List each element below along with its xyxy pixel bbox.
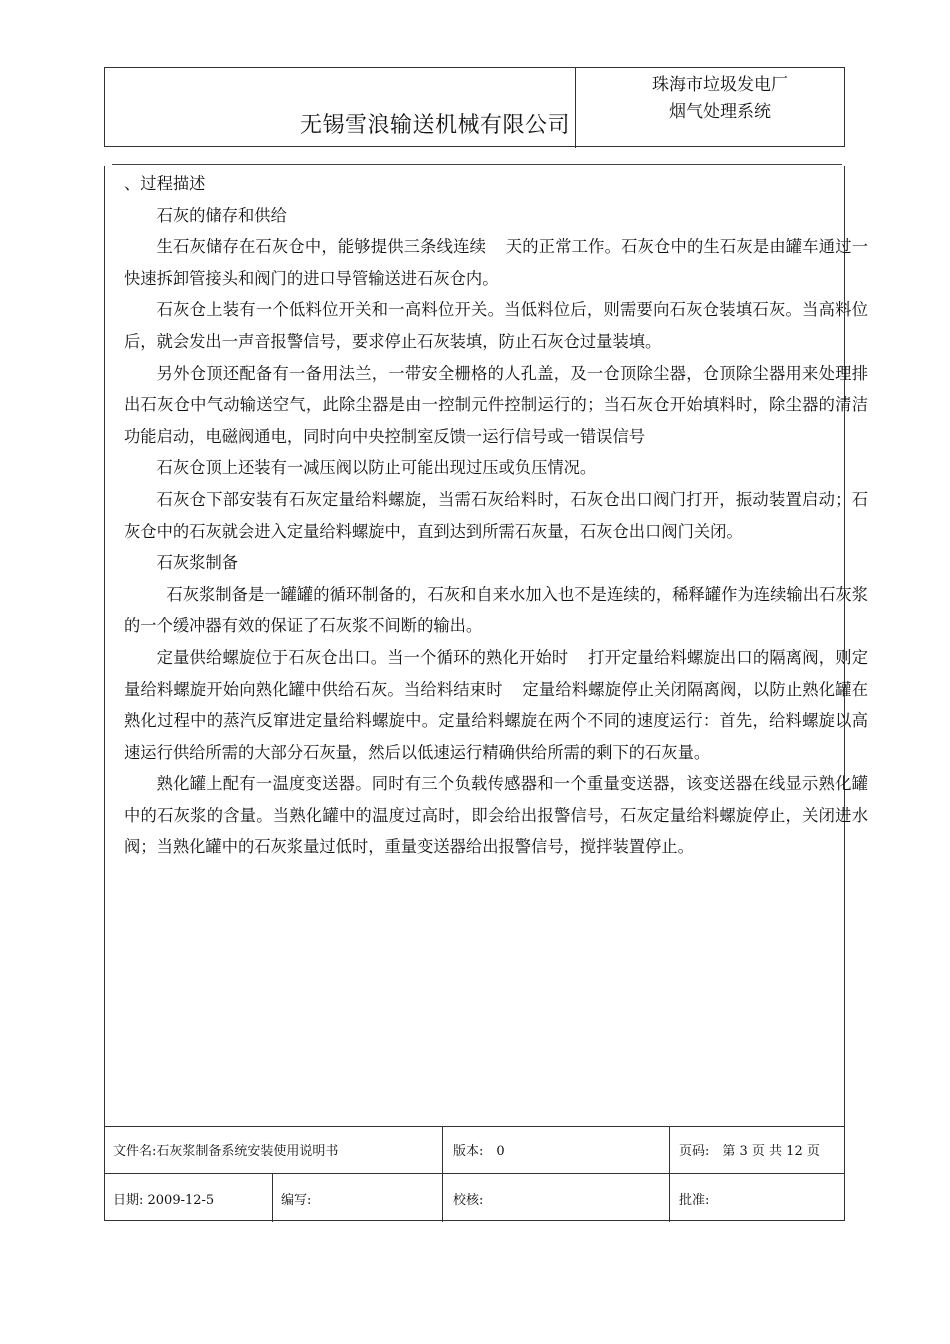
footer-col-divider [442,1127,443,1222]
paragraph-1-part-a: 生石灰储存在石灰仓中，能够提供三条线连续 [156,237,487,257]
client-block [620,72,820,126]
subheading-lime-storage: 石灰的储存和供给 [156,205,287,225]
paragraph-1-part-b: 天的正常工作。石灰仓中的生石灰是由罐车通过一快速拆卸管接头和阀门的进口导管输送进石灰仓内。 [124,237,868,288]
paragraph-2: 石灰仓上装有一个低料位开关和一高料位开关。当低料位后，则需要向石灰仓装填石灰。当高料位后，就会发出一声音报警信号，要求停止石灰装填，防止石灰仓过量装填。 [124,300,868,351]
content-frame [104,166,868,1126]
body-text [124,168,868,863]
paragraph-3: 另外仓顶还配备有一备用法兰，一带安全栅格的人孔盖，及一仓顶除尘器，仓顶除尘器用来处理排出石灰仓中气动输送空气，此除尘器是由一控制元件控制运行的；当石灰仓开始填料时，除尘器的清洁功能启动，电磁阀通电，同时向中央控制室反馈一运行信号或一错误信号 [124,363,868,446]
footer-author: 编写: [281,1193,312,1208]
paragraph-7-part-c: 定量给料螺旋停止关闭隔离阀，以防止熟化罐在熟化过程中的蒸汽反窜进定量给料螺旋中。定量给料螺旋在两个不同的速度运行：首先，给料螺旋以高速运行供给所需的大部分石灰量，然后以低速运行精确供给所需的剩下的石灰量。 [124,679,868,762]
paragraph-7-part-a: 定量供给螺旋位于石灰仓出口。当一个循环的熟化开始时 [156,647,569,667]
client-name: 珠海市垃圾发电厂 [652,75,788,95]
section-heading: 、过程描述 [124,174,206,193]
header-rule [112,164,842,165]
footer-row-divider [105,1173,844,1174]
system-name: 烟气处理系统 [669,102,771,122]
document-footer [104,1126,845,1221]
paragraph-1 [124,231,868,294]
header-divider [575,68,576,148]
footer-version: 版本: 0 [453,1144,505,1159]
footer-filename: 文件名:石灰浆制备系统安装使用说明书 [113,1144,339,1159]
footer-col-divider [272,1173,273,1222]
footer-page-number: 页码: 第 3 页 共 12 页 [679,1144,820,1159]
paragraph-6: 石灰浆制备是一罐罐的循环制备的，石灰和自来水加入也不是连续的，稀释罐作为连续输出石灰浆的一个缓冲器有效的保证了石灰浆不间断的输出。 [124,584,868,636]
footer-date: 日期: 2009-12-5 [113,1193,215,1208]
paragraph-8: 熟化罐上配有一温度变送器。同时有三个负载传感器和一个重量变送器，该变送器在线显示熟化罐中的石灰浆的含量。当熟化罐中的温度过高时，即会给出报警信号，石灰定量给料螺旋停止，关闭进水阀；当熟化罐中的石灰浆量过低时，重量变送器给出报警信号，搅拌装置停止。 [124,774,868,857]
company-name: 无锡雪浪输送机械有限公司 [300,113,571,138]
footer-approver: 批准: [679,1193,710,1208]
document-header [104,67,845,147]
footer-col-divider [669,1127,670,1222]
subheading-slurry-prep: 石灰浆制备 [156,553,239,573]
paragraph-7 [124,642,868,768]
paragraph-7-part-b: 打开定量给料螺旋出口的隔离阀，则定量给料螺旋开始向熟化罐中供给石灰。当给料结束时 [124,647,868,699]
paragraph-5: 石灰仓下部安装有石灰定量给料螺旋，当需石灰给料时，石灰仓出口阀门打开，振动装置启动；石灰仓中的石灰就会进入定量给料螺旋中，直到达到所需石灰量，石灰仓出口阀门关闭。 [124,489,868,541]
paragraph-4: 石灰仓顶上还装有一减压阀以防止可能出现过压或负压情况。 [156,458,597,478]
footer-checker: 校核: [453,1193,484,1208]
